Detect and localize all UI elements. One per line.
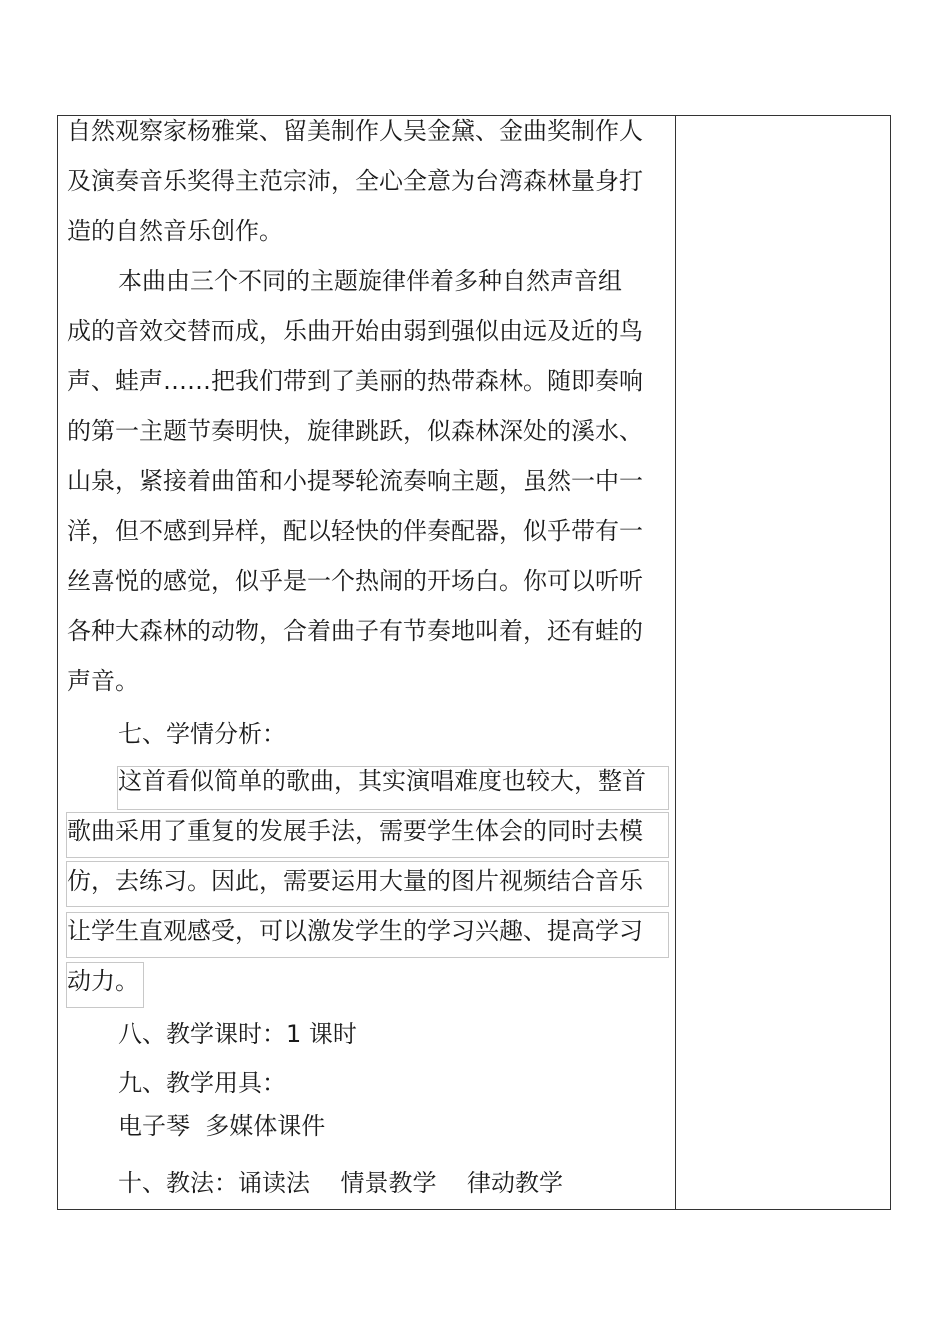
tools-list: 电子琴 多媒体课件 (118, 1112, 326, 1140)
heading-section-10: 十、教法：诵读法 情景教学 律动教学 (118, 1169, 564, 1197)
intro-line-1: 自然观察家杨雅棠、留美制作人吴金黛、金曲奖制作人 (67, 117, 643, 145)
intro-line-2: 及演奏音乐奖得主范宗沛，全心全意为台湾森林量身打 (67, 167, 643, 195)
desc-line-9: 声音。 (67, 667, 139, 695)
desc-line-7: 丝喜悦的感觉，似乎是一个热闹的开场白。你可以听听 (67, 567, 643, 595)
analysis-line-4: 让学生直观感受，可以激发学生的学习兴趣、提高学习 (67, 917, 643, 945)
notes-cell (676, 116, 890, 1209)
heading-section-7: 七、学情分析： (118, 720, 286, 748)
analysis-line-5: 动力。 (67, 967, 139, 995)
analysis-line-1: 这首看似简单的歌曲，其实演唱难度也较大，整首 (118, 767, 646, 795)
heading-section-8: 八、教学课时：1 课时 (118, 1020, 357, 1048)
desc-line-4: 的第一主题节奏明快，旋律跳跃，似森林深处的溪水、 (67, 417, 643, 445)
analysis-line-2: 歌曲采用了重复的发展手法，需要学生体会的同时去模 (67, 817, 643, 845)
lesson-plan-table (57, 115, 891, 1210)
intro-line-3: 造的自然音乐创作。 (67, 217, 283, 245)
desc-line-6: 洋，但不感到异样，配以轻快的伴奏配器，似乎带有一 (67, 517, 643, 545)
desc-line-1: 本曲由三个不同的主题旋律伴着多种自然声音组 (118, 267, 622, 295)
desc-line-5: 山泉，紧接着曲笛和小提琴轮流奏响主题，虽然一中一 (67, 467, 643, 495)
desc-line-8: 各种大森林的动物，合着曲子有节奏地叫着，还有蛙的 (67, 617, 643, 645)
desc-line-2: 成的音效交替而成，乐曲开始由弱到强似由远及近的鸟 (67, 317, 643, 345)
heading-section-9: 九、教学用具： (118, 1069, 286, 1097)
desc-line-3: 声、蛙声……把我们带到了美丽的热带森林。随即奏响 (67, 367, 643, 395)
analysis-line-3: 仿，去练习。因此，需要运用大量的图片视频结合音乐 (67, 867, 643, 895)
